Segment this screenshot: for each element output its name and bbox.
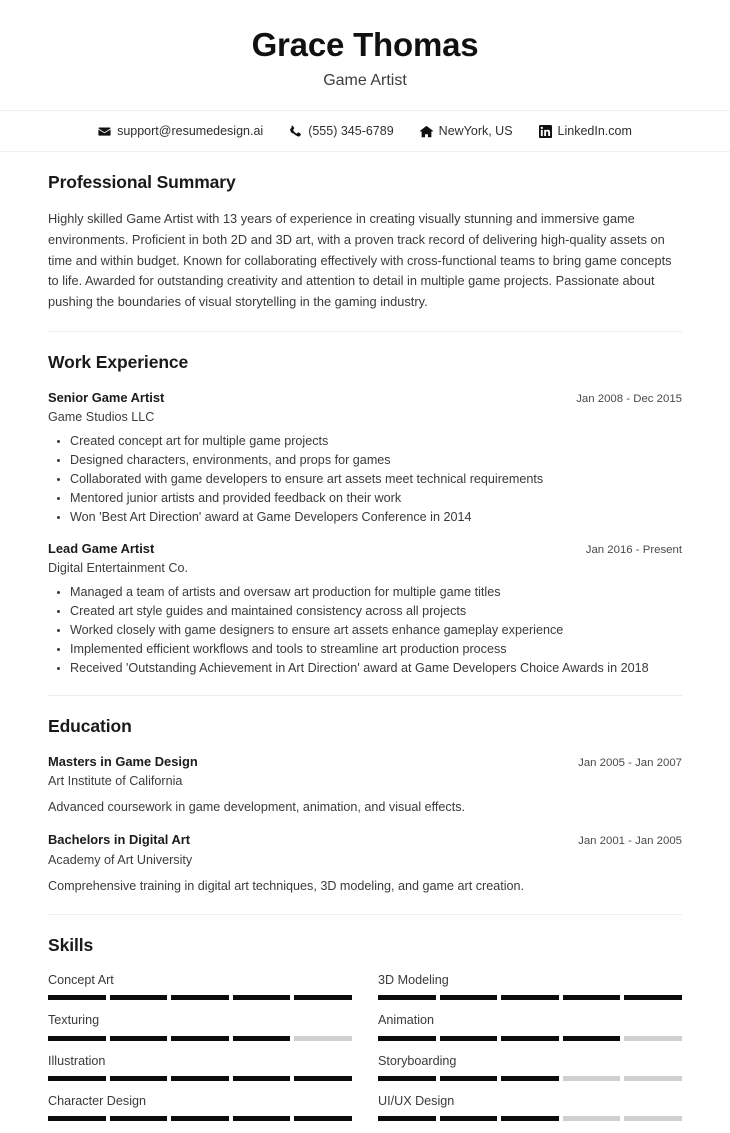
work-bullet: Worked closely with game designers to ensure art assets enhance gameplay experience [48,622,682,638]
linkedin-icon [539,125,552,138]
contact-email-text: support@resumedesign.ai [117,124,264,139]
skill-segment-filled [440,1116,498,1121]
skill-segment-filled [501,1116,559,1121]
skill-item [48,1053,352,1093]
candidate-name: Grace Thomas [251,26,479,63]
education-description: Advanced coursework in game development, animation, and visual effects. [48,800,465,815]
section-title-skills: Skills [48,934,94,955]
work-role: Lead Game Artist [48,540,155,556]
education-degree: Bachelors in Digital Art [48,832,191,848]
skill-segment-filled [378,1116,436,1121]
work-bullet: Mentored junior artists and provided feedback on their work [48,490,682,506]
skill-segment-filled [233,1076,291,1081]
work-bullet: Created art style guides and maintained consistency across all projects [48,603,682,619]
contact-phone-text: (555) 345-6789 [308,124,394,139]
skill-name: Storyboarding [378,1053,457,1068]
skill-segment-filled [440,1036,498,1041]
skill-level-bar [378,995,682,1000]
skill-segment-filled [294,1116,352,1121]
work-bullet: Implemented efficient workflows and tools to streamline art production process [48,641,682,657]
education-entry [48,753,682,818]
skill-segment-empty [563,1116,621,1121]
resume-body [0,152,730,1133]
skill-segment-filled [233,1036,291,1041]
skill-level-bar [48,1036,352,1041]
contact-item-location[interactable] [420,124,513,138]
work-organization: Digital Entertainment Co. [48,561,188,576]
skill-segment-empty [624,1036,682,1041]
work-bullets [48,584,682,676]
skill-segment-filled [378,1036,436,1041]
education-entry [48,831,682,896]
skill-segment-filled [294,1076,352,1081]
skill-name: Concept Art [48,972,114,987]
skill-segment-filled [48,1036,106,1041]
section-title-education: Education [48,715,132,736]
skill-name: Character Design [48,1093,146,1108]
skill-segment-filled [563,995,621,1000]
skill-segment-filled [110,1116,168,1121]
contact-bar [0,111,730,151]
work-bullet: Managed a team of artists and oversaw art production for multiple game titles [48,584,682,600]
work-bullet: Collaborated with game developers to ensure art assets meet technical requirements [48,471,682,487]
skill-item [378,1012,682,1052]
education-entry-header [48,831,682,849]
work-bullet: Received 'Outstanding Achievement in Art Direction' award at Game Developers Choice Awards in 2018 [48,660,682,676]
contact-item-linkedin[interactable] [539,124,632,138]
candidate-job-title: Game Artist [323,71,407,89]
skill-segment-filled [233,1116,291,1121]
skill-name: Texturing [48,1013,100,1028]
skill-segment-filled [624,995,682,1000]
skill-name: UI/UX Design [378,1093,455,1108]
home-icon [420,125,433,138]
contact-item-email[interactable] [98,124,263,138]
work-entry [48,389,682,526]
section-education [48,696,682,915]
skill-segment-filled [378,995,436,1000]
education-date: Jan 2005 - Jan 2007 [578,756,682,769]
education-entry-header [48,753,682,771]
work-entry [48,540,682,677]
skill-level-bar [378,1116,682,1121]
skill-segment-filled [48,1076,106,1081]
skill-segment-empty [563,1076,621,1081]
skill-segment-empty [624,1076,682,1081]
skill-segment-filled [171,1036,229,1041]
education-description: Comprehensive training in digital art techniques, 3D modeling, and game art creation. [48,879,525,894]
skill-item [378,972,682,1012]
skill-level-bar [48,1076,352,1081]
skill-segment-filled [171,1116,229,1121]
skill-segment-filled [48,1116,106,1121]
summary-text: Highly skilled Game Artist with 13 years of experience in creating visually stunning and immersive game environments. Proficient in both 2D and 3D art, with a proven track record of delivering high-quality assets on time and within budget. Known for collaborating effectively with cross-functional teams to bring game concepts to life. Awarded for outstanding creativity and attention to detail in multiple game projects. Passionate about pushing the boundaries of visual storytelling in the gaming industry. [48,211,672,309]
skill-segment-filled [501,1076,559,1081]
skill-name: Animation [378,1013,435,1028]
work-organization: Game Studios LLC [48,410,155,425]
skill-segment-filled [233,995,291,1000]
section-title-work: Work Experience [48,351,189,372]
work-role: Senior Game Artist [48,389,165,405]
skill-segment-filled [440,1076,498,1081]
skill-segment-filled [294,995,352,1000]
education-degree: Masters in Game Design [48,753,198,769]
skill-name: 3D Modeling [378,972,449,987]
skill-segment-filled [48,995,106,1000]
envelope-icon [98,125,111,138]
skill-item [48,1093,352,1133]
section-title-summary: Professional Summary [48,172,236,193]
work-date: Jan 2008 - Dec 2015 [576,392,682,405]
skill-item [378,1093,682,1133]
skills-grid [48,972,682,1133]
contact-item-phone[interactable] [289,124,393,138]
phone-icon [289,125,302,138]
work-bullet: Created concept art for multiple game projects [48,433,682,449]
section-work-experience [48,332,682,696]
work-bullet: Designed characters, environments, and props for games [48,452,682,468]
contact-linkedin-text: LinkedIn.com [557,124,632,139]
work-entry-header [48,540,682,558]
skill-segment-filled [110,1076,168,1081]
work-date: Jan 2016 - Present [585,543,682,556]
skill-segment-filled [110,1036,168,1041]
skill-segment-filled [171,995,229,1000]
skill-segment-filled [440,995,498,1000]
skill-segment-empty [624,1116,682,1121]
skill-item [378,1053,682,1093]
skill-segment-filled [378,1076,436,1081]
resume-header [0,0,730,110]
section-skills [48,915,682,1133]
work-bullet: Won 'Best Art Direction' award at Game Developers Conference in 2014 [48,509,682,525]
education-date: Jan 2001 - Jan 2005 [578,835,682,848]
skill-segment-filled [110,995,168,1000]
skill-segment-filled [501,1036,559,1041]
skill-level-bar [378,1036,682,1041]
skill-level-bar [48,1116,352,1121]
contact-location-text: NewYork, US [438,124,513,139]
skill-item [48,1012,352,1052]
skill-segment-empty [294,1036,352,1041]
skill-level-bar [48,995,352,1000]
skill-segment-filled [171,1076,229,1081]
work-entry-header [48,389,682,407]
section-professional-summary [48,152,682,332]
work-bullets [48,433,682,525]
skill-segment-filled [563,1036,621,1041]
skill-level-bar [378,1076,682,1081]
education-institution: Art Institute of California [48,774,183,789]
education-institution: Academy of Art University [48,852,193,867]
skill-name: Illustration [48,1053,106,1068]
skill-segment-filled [501,995,559,1000]
skill-item [48,972,352,1012]
